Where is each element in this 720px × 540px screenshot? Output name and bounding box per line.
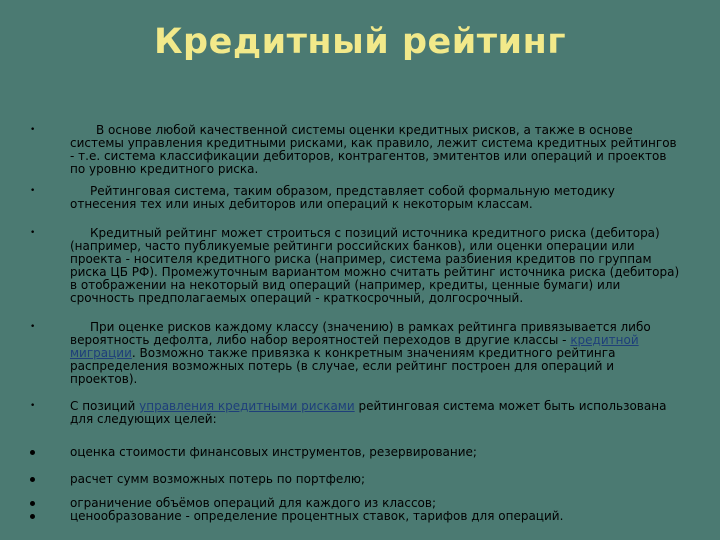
paragraph-item: [30, 185, 680, 211]
list-item-text: оценка стоимости финансовых инструментов, резервирование;: [70, 445, 477, 459]
paragraph-text: . Возможно также привязка к конкретным значениям кредитного рейтинга распределения возможных потерь (в случае, если рейтинг построен для операций и проектов).: [70, 346, 616, 386]
paragraph-item: [30, 124, 680, 176]
paragraph-text: Рейтинговая система, таким образом, представляет собой формальную методику отнесения тех или иных дебиторов или операций к некоторым классам.: [70, 184, 615, 211]
slide-content: [30, 124, 680, 523]
list-dot-icon: [30, 514, 35, 519]
list-dot-icon: [30, 450, 35, 455]
bullet-icon: •: [30, 401, 36, 411]
paragraph-text: рейтинговая система может быть использована для следующих целей:: [70, 399, 667, 426]
paragraph-item: [30, 400, 680, 426]
paragraph-item: [30, 321, 680, 386]
list-item-text: ценообразование - определение процентных ставок, тарифов для операций.: [70, 509, 564, 523]
list-item: [30, 510, 680, 523]
list-item: [30, 446, 680, 459]
list-item-text: расчет сумм возможных потерь по портфелю;: [70, 472, 366, 486]
bullet-icon: •: [30, 228, 36, 238]
bullet-icon: •: [30, 186, 36, 196]
list-dot-icon: [30, 477, 35, 482]
list-dot-icon: [30, 501, 35, 506]
paragraph-text: Кредитный рейтинг может строиться с позиций источника кредитного риска (дебитора) (например, часто публикуемые рейтинги российских банков), или оценки операции или проекта - носителя кредитного риска (например, система разбиения кредитов по группам риска ЦБ РФ). Промежуточным вариантом можно считать рейтинг источника риска (дебитора) в отображении на некоторый вид операций (например, кредиты, ценные бумаги) или срочность предполагаемых операций - краткосрочный, долгосрочный.: [70, 226, 680, 305]
slide-title: Кредитный рейтинг: [153, 22, 567, 62]
paragraph-text: При оценке рисков каждому классу (значению) в рамках рейтинга привязывается либо вероятность дефолта, либо набор вероятностей переходов в другие классы -: [70, 320, 651, 347]
list-item-text: ограничение объёмов операций для каждого из классов;: [70, 496, 437, 510]
credit-migration-link[interactable]: кредитной миграции: [70, 333, 639, 360]
paragraph-text: С позиций: [70, 399, 140, 413]
list-item: [30, 473, 680, 486]
paragraph-item: [30, 227, 680, 305]
paragraph-text: В основе любой качественной системы оценки кредитных рисков, а также в основе системы управления кредитными рисками, как правило, лежит система кредитных рейтингов - т.е. система классификации дебиторов, контрагентов, эмитентов или операций и проектов по уровню кредитного риска.: [70, 123, 677, 176]
bullet-icon: •: [30, 125, 36, 135]
bullet-icon: •: [30, 322, 36, 332]
credit-risk-management-link[interactable]: управления кредитными рисками: [139, 399, 355, 413]
